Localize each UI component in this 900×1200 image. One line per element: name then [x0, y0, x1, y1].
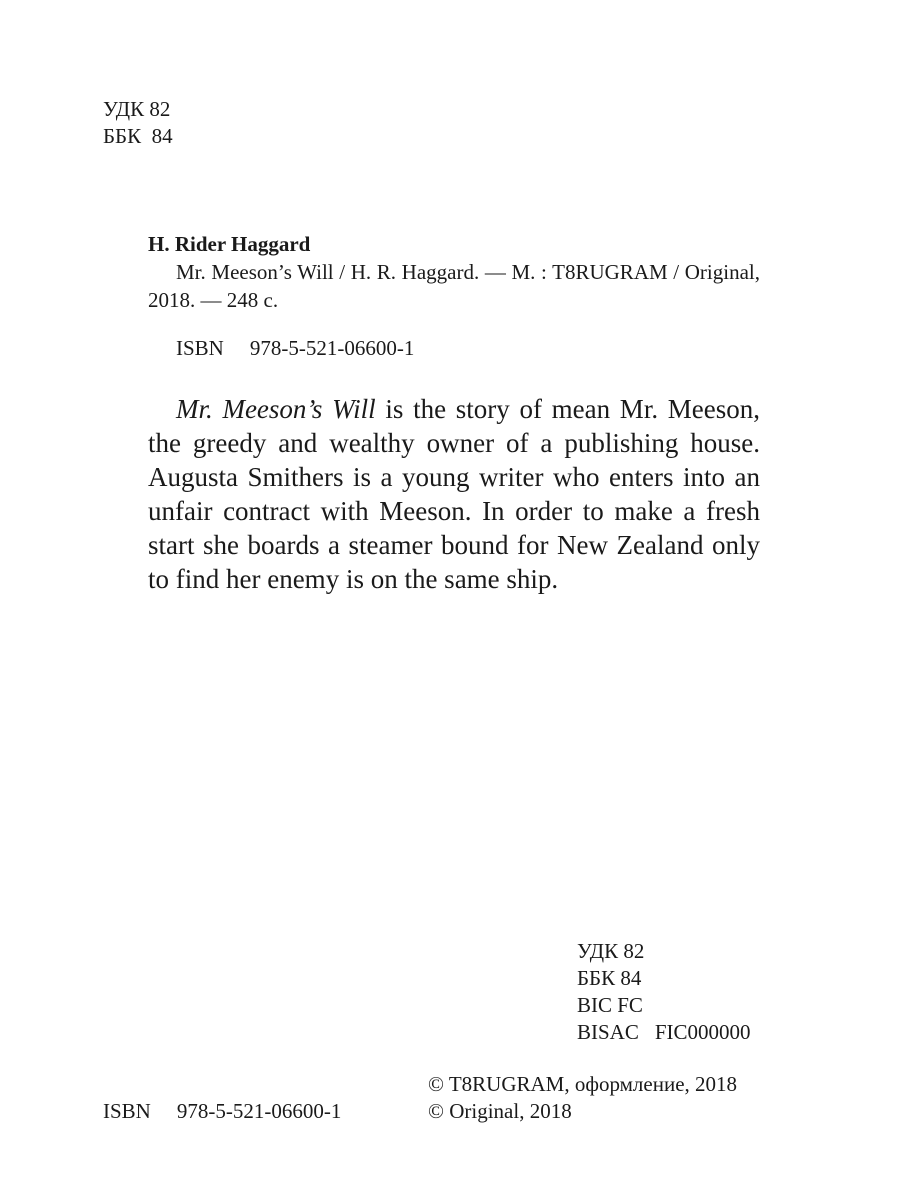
bbk-code: ББК 84 — [103, 124, 173, 148]
copyright-block — [428, 1071, 737, 1125]
author-name: H. Rider Haggard — [148, 232, 311, 256]
bottom-classification — [577, 938, 751, 1046]
bisac-label: BISAC — [577, 1020, 639, 1044]
udk-code-bottom: УДК 82 — [577, 939, 645, 963]
udk-code: УДК 82 — [103, 97, 171, 121]
isbn-value: 978-5-521-06600-1 — [249, 336, 415, 360]
copyright-line-publisher: © T8RUGRAM, оформление, 2018 — [428, 1072, 738, 1096]
copyright-line-original: © Original, 2018 — [428, 1099, 572, 1123]
isbn-line — [148, 334, 760, 362]
isbn-bottom — [103, 1098, 341, 1125]
bic-code: BIC FC — [577, 993, 643, 1017]
book-title-italic: Mr. Meeson’s Will — [176, 394, 376, 424]
bbk-code-bottom: ББК 84 — [577, 966, 642, 990]
top-classification — [103, 96, 173, 150]
annotation-paragraph — [148, 392, 760, 596]
isbn-bottom-value: 978-5-521-06600-1 — [176, 1099, 342, 1123]
bibliographic-entry: Mr. Meeson’s Will / H. R. Haggard. — M. : T8RUGRAM / Original, 2018. — 248 с. — [148, 260, 760, 312]
bisac-row — [577, 1019, 751, 1046]
isbn-label: ISBN — [176, 336, 224, 360]
annotation-text: is the story of mean Mr. Meeson, the greedy and wealthy owner of a publishing house. Augusta Smithers is a young writer who enters into an unfair contract with Meeson. In order to make a fresh start she boards a steamer bound for New Zealand only to find her enemy is on the same ship. — [148, 394, 760, 594]
bisac-value: FIC000000 — [654, 1020, 751, 1044]
isbn-bottom-label: ISBN — [103, 1099, 151, 1123]
bibliographic-record — [148, 230, 760, 362]
